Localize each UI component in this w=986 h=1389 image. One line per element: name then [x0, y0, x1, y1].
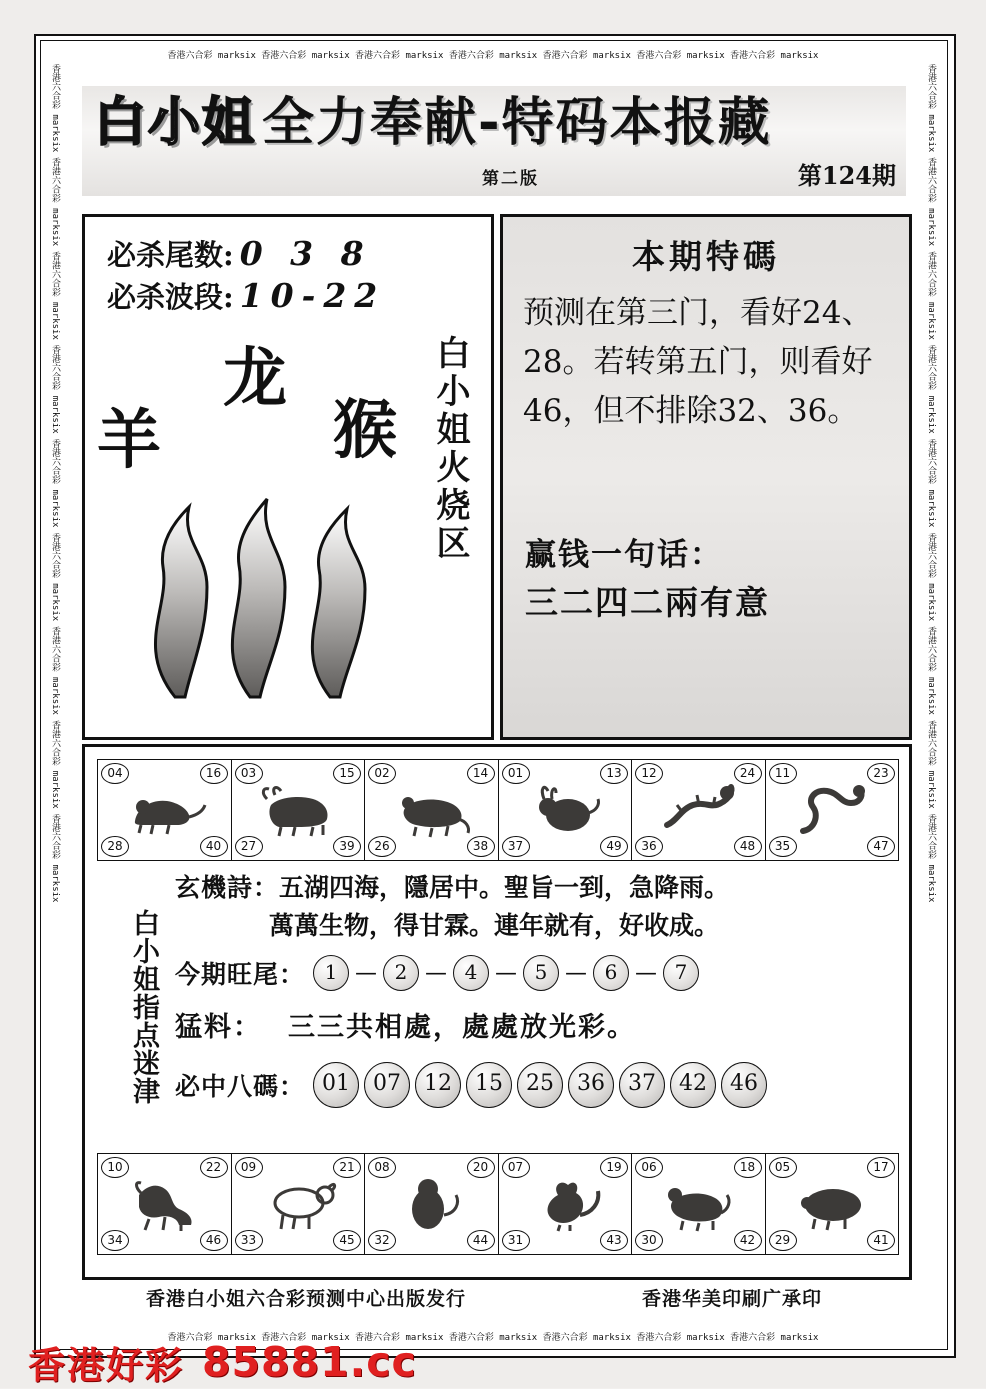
win-phrase-label: 赢钱一句话：: [525, 537, 723, 573]
goat-icon: [255, 1175, 341, 1233]
kill-tail-row: [107, 233, 372, 274]
pig-icon: [789, 1175, 875, 1233]
forecast-panel: [500, 214, 912, 740]
zodiac-cell-rooster[interactable]: [499, 1154, 633, 1254]
hot-tip-label: 猛料：: [175, 1012, 262, 1043]
hot-tip-value: 三三共相處，處處放光彩。: [288, 1012, 636, 1043]
zodiac-number: 37: [502, 836, 530, 857]
footer-printer: 香港华美印刷广承印: [642, 1287, 823, 1310]
dash-separator: —: [635, 960, 658, 986]
code-ball: 12: [415, 1062, 461, 1108]
ox-icon: [255, 781, 341, 839]
zodiac-number: 14: [467, 763, 495, 784]
dash-separator: —: [355, 960, 378, 986]
flame-icon: [115, 457, 415, 707]
kill-tail-label: 必杀尾数:: [107, 238, 234, 272]
zodiac-number: 41: [867, 1230, 895, 1251]
edition-label: 第二版: [482, 169, 539, 189]
kill-band-label: 必杀波段:: [107, 280, 234, 314]
zodiac-cell-rat[interactable]: [98, 760, 232, 860]
watermark-text: 香港好彩: [28, 1343, 184, 1387]
zodiac-number: 46: [200, 1230, 228, 1251]
code-ball: 42: [670, 1062, 716, 1108]
dash-separator: —: [425, 960, 448, 986]
zodiac-number: 20: [467, 1157, 495, 1178]
code-ball: 07: [364, 1062, 410, 1108]
zodiac-cell-pig[interactable]: [766, 1154, 899, 1254]
dog-icon: [655, 1175, 741, 1233]
zodiac-number: 03: [235, 763, 263, 784]
code-ball: 25: [517, 1062, 563, 1108]
hot-tip-row: [175, 1005, 895, 1044]
zodiac-cell-snake[interactable]: [766, 760, 899, 860]
zodiac-number: 07: [502, 1157, 530, 1178]
zodiac-number: 29: [769, 1230, 797, 1251]
footer-publisher: 香港白小姐六合彩预测中心出版发行: [146, 1287, 467, 1310]
code-ball: 37: [619, 1062, 665, 1108]
zodiac-cell-rabbit[interactable]: [499, 760, 633, 860]
hot-tail-ball: 7: [663, 955, 699, 991]
kill-panel: [82, 214, 494, 740]
poem-label: 玄機詩：: [175, 873, 280, 902]
zodiac-number: 40: [200, 836, 228, 857]
masthead-title: 全力奉献-特码本报藏: [262, 93, 772, 153]
zodiac-number: 18: [734, 1157, 762, 1178]
border-strip-bottom: 香港六合彩 marksix 香港六合彩 marksix 香港六合彩 marksix 香港六合彩 marksix 香港六合彩 marksix 香港六合彩 marksix 香港六合彩 marksix: [167, 1333, 819, 1343]
footer: [82, 1282, 906, 1312]
border-strip-right: 香港六合彩 marksix 香港六合彩 marksix 香港六合彩 marksix 香港六合彩 marksix 香港六合彩 marksix 香港六合彩 marksix 香港六合彩 marksix 香港六合彩 marksix 香港六合彩 marksix: [926, 64, 936, 903]
zodiac-cell-dog[interactable]: [632, 1154, 766, 1254]
dash-separator: —: [495, 960, 518, 986]
zodiac-number: 48: [734, 836, 762, 857]
zodiac-number: 06: [635, 1157, 663, 1178]
zodiac-number: 01: [502, 763, 530, 784]
page-title: [94, 92, 772, 154]
zodiac-number: 35: [769, 836, 797, 857]
zodiac-number: 32: [368, 1230, 396, 1251]
zodiac-number: 38: [467, 836, 495, 857]
rat-icon: [121, 781, 207, 839]
zodiac-number: 11: [769, 763, 797, 784]
code-ball: 46: [721, 1062, 767, 1108]
zodiac-number: 05: [769, 1157, 797, 1178]
forecast-body: 预测在第三门，看好24、28。若转第五门，则看好46，但不排除32、36。: [523, 295, 873, 429]
watermark: [28, 1338, 728, 1386]
zodiac-number: 47: [867, 836, 895, 857]
zodiac-number: 08: [368, 1157, 396, 1178]
zodiac-number: 34: [101, 1230, 129, 1251]
zodiac-number: 36: [635, 836, 663, 857]
zodiac-number: 23: [867, 763, 895, 784]
issue-number: 第124期: [797, 161, 896, 190]
zodiac-number: 45: [333, 1230, 361, 1251]
tiger-icon: [388, 781, 474, 839]
border-strip-left: 香港六合彩 marksix 香港六合彩 marksix 香港六合彩 marksix 香港六合彩 marksix 香港六合彩 marksix 香港六合彩 marksix 香港六合彩 marksix 香港六合彩 marksix 香港六合彩 marksix: [50, 64, 60, 903]
hot-tail-row: [175, 953, 895, 993]
zodiac-cell-tiger[interactable]: [365, 760, 499, 860]
forecast-title: 本期特碼: [632, 237, 780, 276]
hot-tail-ball: 5: [523, 955, 559, 991]
dragon-icon: [655, 781, 741, 839]
hot-tail-ball: 1: [313, 955, 349, 991]
masthead: [82, 86, 906, 196]
eight-codes-row: [175, 1061, 895, 1109]
kill-band-row: [107, 275, 385, 316]
hot-tail-ball: 4: [453, 955, 489, 991]
poem-line-1: 五湖四海，隱居中。聖旨一到，急降雨。: [279, 873, 730, 902]
eight-codes-label: 必中八碼：: [175, 1072, 306, 1101]
win-phrase-value: 三二四二兩有意: [525, 583, 770, 622]
zodiac-number: 16: [200, 763, 228, 784]
poem-line-2: 萬萬生物，得甘霖。連年就有，好收成。: [269, 911, 720, 940]
kill-zodiac-monkey: 猴: [333, 393, 397, 468]
main-block: [82, 744, 912, 1280]
monkey-icon: [388, 1175, 474, 1233]
zodiac-number: 33: [235, 1230, 263, 1251]
zodiac-number: 10: [101, 1157, 129, 1178]
border-strip-top: 香港六合彩 marksix 香港六合彩 marksix 香港六合彩 marksix 香港六合彩 marksix 香港六合彩 marksix 香港六合彩 marksix 香港六合彩 marksix: [167, 51, 819, 61]
zodiac-number: 39: [333, 836, 361, 857]
side-vertical-title: 白小姐指点迷津: [128, 909, 159, 1105]
zodiac-number: 27: [235, 836, 263, 857]
snake-icon: [789, 781, 875, 839]
zodiac-number: 09: [235, 1157, 263, 1178]
zodiac-cell-goat[interactable]: [232, 1154, 366, 1254]
poem-block: [175, 869, 895, 945]
zodiac-number: 21: [333, 1157, 361, 1178]
zodiac-number: 30: [635, 1230, 663, 1251]
kill-zodiac-goat: 羊: [97, 403, 161, 478]
masthead-name: 白小姐: [94, 93, 257, 153]
burn-zone-label: 白小姐火烧区: [430, 335, 470, 563]
zodiac-number: 26: [368, 836, 396, 857]
zodiac-number: 19: [600, 1157, 628, 1178]
zodiac-number: 42: [734, 1230, 762, 1251]
rabbit-icon: [522, 781, 608, 839]
horse-icon: [121, 1175, 207, 1233]
code-ball: 36: [568, 1062, 614, 1108]
zodiac-number: 31: [502, 1230, 530, 1251]
watermark-url: 85881.cc: [202, 1338, 417, 1386]
zodiac-number: 12: [635, 763, 663, 784]
zodiac-row-bottom: [97, 1153, 899, 1255]
kill-band-value: 10-22: [239, 276, 386, 315]
dash-separator: —: [565, 960, 588, 986]
zodiac-cell-monkey[interactable]: [365, 1154, 499, 1254]
hot-tail-label: 今期旺尾：: [175, 960, 306, 989]
zodiac-number: 13: [600, 763, 628, 784]
zodiac-number: 43: [600, 1230, 628, 1251]
rooster-icon: [522, 1175, 608, 1233]
code-ball: 15: [466, 1062, 512, 1108]
code-ball: 01: [313, 1062, 359, 1108]
hot-tail-ball: 2: [383, 955, 419, 991]
zodiac-cell-ox[interactable]: [232, 760, 366, 860]
zodiac-cell-dragon[interactable]: [632, 760, 766, 860]
zodiac-number: 15: [333, 763, 361, 784]
zodiac-number: 28: [101, 836, 129, 857]
page-content: [68, 68, 920, 1326]
zodiac-row-top: [97, 759, 899, 861]
kill-tail-value: 0 3 8: [239, 234, 372, 273]
kill-zodiac-dragon: 龙: [223, 341, 287, 416]
hot-tail-ball: 6: [593, 955, 629, 991]
zodiac-number: 02: [368, 763, 396, 784]
middle-text-area: [97, 865, 897, 1149]
zodiac-number: 24: [734, 763, 762, 784]
zodiac-number: 17: [867, 1157, 895, 1178]
zodiac-cell-horse[interactable]: [98, 1154, 232, 1254]
zodiac-number: 04: [101, 763, 129, 784]
zodiac-number: 44: [467, 1230, 495, 1251]
zodiac-number: 22: [200, 1157, 228, 1178]
zodiac-number: 49: [600, 836, 628, 857]
